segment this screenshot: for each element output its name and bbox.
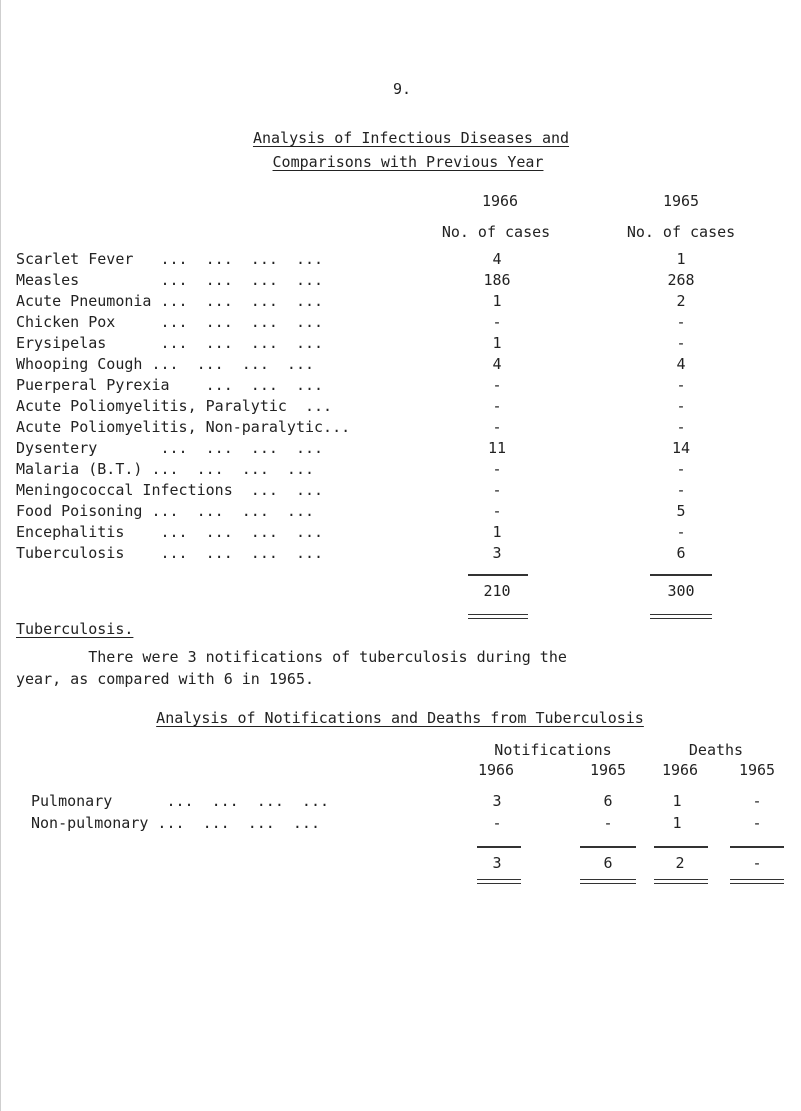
table-cell-1966: - xyxy=(492,313,502,331)
table2-title: Analysis of Notifications and Deaths from Tuberculosis xyxy=(156,709,644,727)
table-cell-1965: 6 xyxy=(676,544,686,562)
table-cell-1965: - xyxy=(676,523,686,541)
table-row-label: Scarlet Fever ... ... ... ... xyxy=(16,250,324,268)
table-cell: 1 xyxy=(672,814,682,832)
table2-total: 6 xyxy=(603,854,613,872)
table2-year-notif-1966: 1966 xyxy=(477,761,515,779)
table-cell-1965: 14 xyxy=(671,439,691,457)
table-cell: 1 xyxy=(672,792,682,810)
table-cell-1966: 11 xyxy=(487,439,507,457)
table-cell-1966: - xyxy=(492,397,502,415)
tuberculosis-paragraph-line-2: year, as compared with 6 in 1965. xyxy=(16,670,315,688)
table1-total-1965: 300 xyxy=(667,582,695,600)
table1-total-1966: 210 xyxy=(483,582,511,600)
table2-double-rule xyxy=(580,879,636,884)
table-cell-1965: 268 xyxy=(667,271,695,289)
table-row-label: Erysipelas ... ... ... ... xyxy=(16,334,324,352)
table-cell-1966: 1 xyxy=(492,523,502,541)
table1-subheader-1966: No. of cases xyxy=(441,223,551,241)
table-cell-1966: - xyxy=(492,460,502,478)
table-cell-1966: 186 xyxy=(483,271,511,289)
table1-year-1965: 1965 xyxy=(662,192,700,210)
table1-subheader-1965: No. of cases xyxy=(626,223,736,241)
table-cell-1965: 1 xyxy=(676,250,686,268)
table-row-label: Chicken Pox ... ... ... ... xyxy=(16,313,324,331)
table-row-label: Non-pulmonary ... ... ... ... xyxy=(31,814,320,832)
table-cell-1966: 1 xyxy=(492,292,502,310)
table-row-label: Measles ... ... ... ... xyxy=(16,271,324,289)
table-row-label: Malaria (B.T.) ... ... ... ... xyxy=(16,460,315,478)
table-cell-1965: - xyxy=(676,460,686,478)
title-line-1: Analysis of Infectious Diseases and xyxy=(252,129,570,147)
table2-total-rule xyxy=(730,846,784,848)
table-cell-1965: 2 xyxy=(676,292,686,310)
table2-header-deaths: Deaths xyxy=(688,741,744,759)
table-row-label: Meningococcal Infections ... ... xyxy=(16,481,324,499)
table-cell-1966: 4 xyxy=(492,250,502,268)
table-row-label: Acute Pneumonia ... ... ... ... xyxy=(16,292,324,310)
table2-year-notif-1965: 1965 xyxy=(589,761,627,779)
table-cell-1966: 3 xyxy=(492,544,502,562)
table-cell: - xyxy=(752,814,762,832)
tuberculosis-paragraph-line-1: There were 3 notifications of tuberculosis during the xyxy=(16,648,567,666)
table-cell-1966: - xyxy=(492,502,502,520)
table1-total-rule-1966 xyxy=(468,574,528,576)
table1-year-1966: 1966 xyxy=(481,192,519,210)
table-cell-1965: 4 xyxy=(676,355,686,373)
table-cell-1966: 1 xyxy=(492,334,502,352)
table-cell-1965: - xyxy=(676,376,686,394)
table-row-label: Acute Poliomyelitis, Non-paralytic... xyxy=(16,418,351,436)
table-row-label: Tuberculosis ... ... ... ... xyxy=(16,544,324,562)
table-cell: 3 xyxy=(492,792,502,810)
table-cell-1965: 5 xyxy=(676,502,686,520)
table-row-label: Acute Poliomyelitis, Paralytic ... xyxy=(16,397,333,415)
tuberculosis-heading: Tuberculosis. xyxy=(16,620,134,638)
table1-double-rule-1965 xyxy=(650,614,712,619)
table-cell-1965: - xyxy=(676,397,686,415)
title-line-2: Comparisons with Previous Year xyxy=(272,153,544,171)
table-row-label: Encephalitis ... ... ... ... xyxy=(16,523,324,541)
table-cell-1965: - xyxy=(676,481,686,499)
table-cell: - xyxy=(752,792,762,810)
table-row-label: Food Poisoning ... ... ... ... xyxy=(16,502,315,520)
table-cell: - xyxy=(603,814,613,832)
table1-total-rule-1965 xyxy=(650,574,712,576)
table2-total-rule xyxy=(477,846,521,848)
table-cell-1966: - xyxy=(492,481,502,499)
table1-double-rule-1966 xyxy=(468,614,528,619)
table2-double-rule xyxy=(654,879,708,884)
table-cell-1965: - xyxy=(676,313,686,331)
table-row-label: Puerperal Pyrexia ... ... ... xyxy=(16,376,324,394)
table-cell-1966: - xyxy=(492,376,502,394)
table-cell-1966: 4 xyxy=(492,355,502,373)
table-row-label: Dysentery ... ... ... ... xyxy=(16,439,324,457)
table-row-label: Pulmonary ... ... ... ... xyxy=(31,792,330,810)
table-cell: 6 xyxy=(603,792,613,810)
page-number: 9. xyxy=(392,80,412,98)
table2-total: 2 xyxy=(675,854,685,872)
table2-total: - xyxy=(752,854,762,872)
table2-total-rule xyxy=(580,846,636,848)
table-cell-1966: - xyxy=(492,418,502,436)
table-cell-1965: - xyxy=(676,418,686,436)
table-cell-1965: - xyxy=(676,334,686,352)
page-margin-line xyxy=(0,0,1,1111)
table2-double-rule xyxy=(730,879,784,884)
table2-double-rule xyxy=(477,879,521,884)
table2-year-deaths-1966: 1966 xyxy=(661,761,699,779)
table2-year-deaths-1965: 1965 xyxy=(738,761,776,779)
table2-total: 3 xyxy=(492,854,502,872)
table-cell: - xyxy=(492,814,502,832)
table-row-label: Whooping Cough ... ... ... ... xyxy=(16,355,315,373)
table2-total-rule xyxy=(654,846,708,848)
table2-header-notifications: Notifications xyxy=(494,741,612,759)
